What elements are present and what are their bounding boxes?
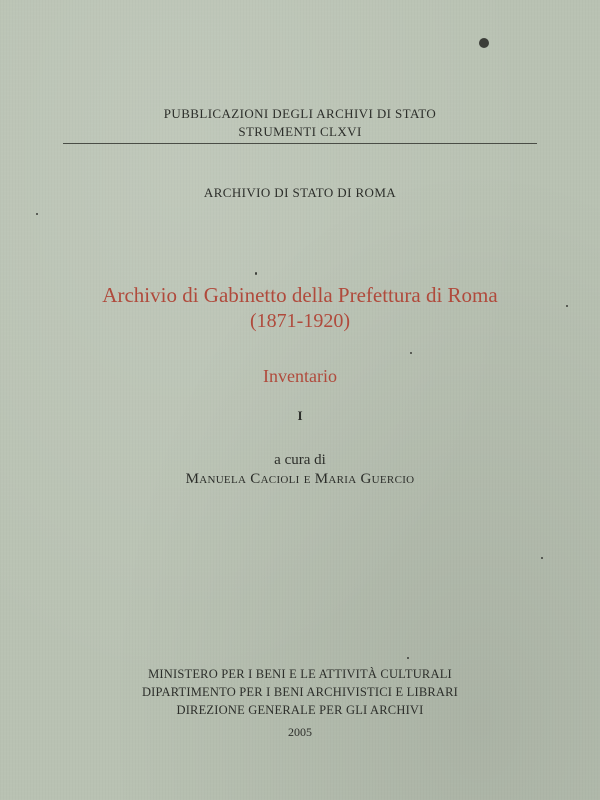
- credits-label: a cura di: [274, 452, 326, 468]
- publisher-department: DIPARTIMENTO PER I BENI ARCHIVISTICI E LIBRARI: [141, 685, 459, 699]
- paper-speck: [479, 38, 489, 48]
- paper-speck: [566, 305, 568, 307]
- paper-speck: [541, 557, 543, 559]
- book-title: Archivio di Gabinetto della Prefettura di Roma: [102, 283, 498, 307]
- publisher-ministry: MINISTERO PER I BENI E LE ATTIVITÀ CULTURALI: [148, 667, 452, 681]
- publisher-directorate: DIREZIONE GENERALE PER GLI ARCHIVI: [176, 703, 424, 717]
- editors-names: Manuela Cacioli e Maria Guercio: [185, 471, 415, 487]
- paper-speck: [36, 213, 38, 215]
- series-number: STRUMENTI CLXVI: [238, 124, 362, 139]
- book-subtitle: Inventario: [263, 366, 337, 386]
- paper-speck: [410, 352, 412, 354]
- volume-number: I: [297, 408, 303, 423]
- book-title-dates: (1871-1920): [250, 310, 350, 332]
- archive-name: ARCHIVIO DI STATO DI ROMA: [203, 185, 397, 200]
- paper-speck: [255, 272, 257, 275]
- paper-speck: [407, 657, 409, 659]
- publication-year: 2005: [288, 725, 312, 739]
- header-divider: [63, 143, 537, 144]
- series-title: PUBBLICAZIONI DEGLI ARCHIVI DI STATO: [163, 106, 437, 121]
